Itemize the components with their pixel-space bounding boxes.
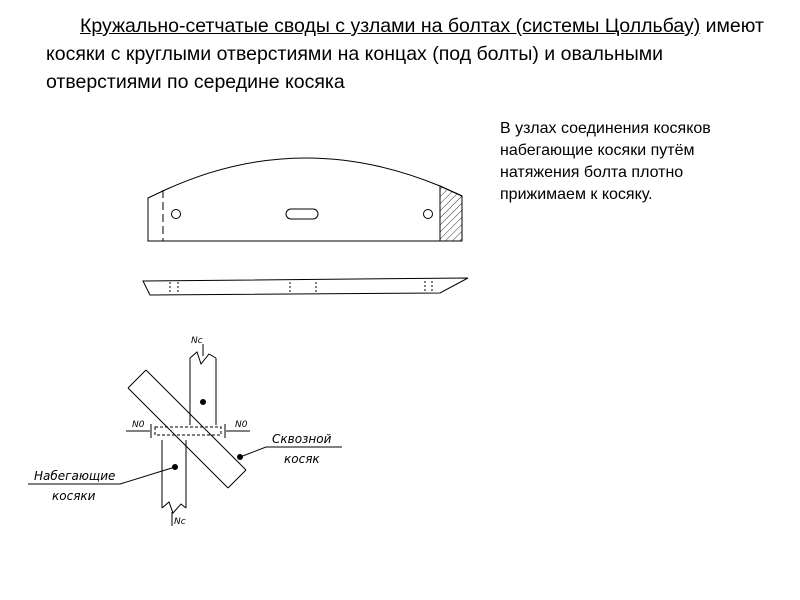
heading-title: Кружально-сетчатые своды с узлами на болтах (системы Цолльбау) <box>80 15 701 37</box>
diagram-labels <box>34 336 332 527</box>
bolt-hole-right <box>424 210 433 219</box>
label-force-right: N0 <box>235 420 248 430</box>
side-note-line-1: В узлах соединения косяков <box>500 120 711 137</box>
label-through-line-2: косяк <box>284 452 320 466</box>
label-running-line-1: Набегающие <box>34 469 116 483</box>
side-note-line-3: натяжения болта плотно <box>500 164 684 181</box>
heading-rest: имеют косяки с круглыми отверстиями на концах (под болты) и овальными отверстиями по середине косяка <box>46 15 764 93</box>
kosyak-side-view <box>148 158 462 241</box>
oval-slot <box>286 209 318 219</box>
kosyak-plan-view <box>143 278 468 295</box>
label-running-line-2: косяки <box>52 489 96 503</box>
side-note-line-2: набегающие косяки путём <box>500 142 695 159</box>
label-force-left: N0 <box>132 420 145 430</box>
label-through-line-1: Сквозной <box>272 432 332 446</box>
side-note-line-4: прижимаем к косяку. <box>500 186 653 203</box>
bolt-hole-left <box>172 210 181 219</box>
label-force-bottom: Nc <box>174 517 186 527</box>
label-force-top: Nc <box>191 336 203 346</box>
